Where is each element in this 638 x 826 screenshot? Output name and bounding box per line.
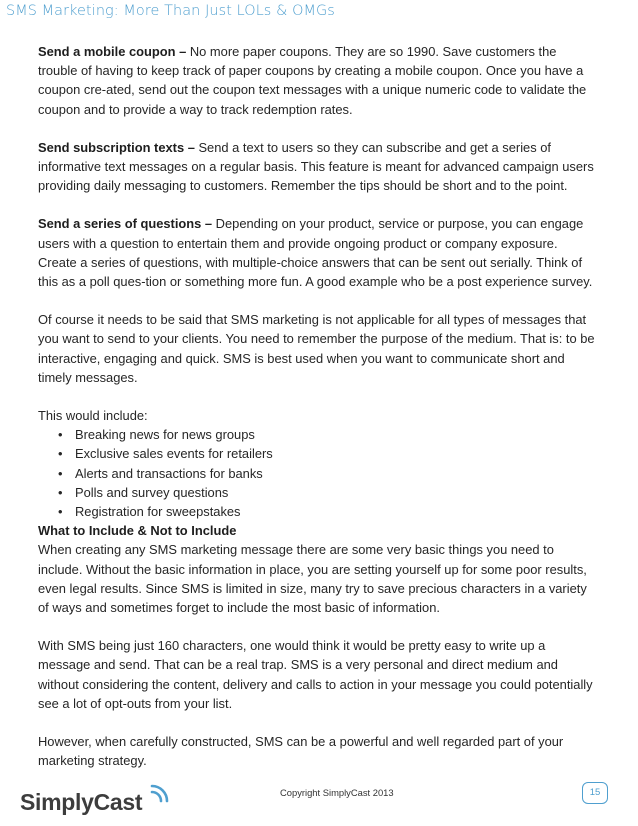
logo-text: SimplyCast (20, 789, 143, 815)
text-mobile-coupon: No more paper coupons. They are so 1990. Save customers the trouble of having to keep track of paper coupons by creating a mobile coupon. Once you have a coupon cre-ated, send out the coupon text messages with a unique numeric code to validate the coupon and to provide a way to track redemption rates. (38, 44, 587, 117)
paragraph-conclusion: However, when carefully constructed, SMS can be a powerful and well regarded part of your marketing strategy. (38, 734, 564, 769)
bullet-icon: • (58, 427, 63, 443)
paragraph-subscription-texts (38, 138, 598, 196)
list-item: • Registration for sweepstakes (58, 502, 598, 521)
list-item: • Polls and survey questions (58, 483, 598, 502)
paragraph-series-questions (38, 214, 598, 291)
list-item: • Exclusive sales events for retailers (58, 444, 598, 463)
text-series-questions: Depending on your product, service or purpose, you can engage users with a question to entertain them and provide ongoing product or company exposure. Create a series of questions, with multiple-choice answers that can be sent out serially. Think of this as a poll ques-tion or something more fun. A good example who be a post experience survey. (38, 216, 593, 290)
page-number-badge: 15 (582, 782, 608, 804)
paragraph-160-characters: With SMS being just 160 characters, one would think it would be pretty easy to write up a message and send. That can be a real trap. SMS is a very personal and direct medium and without considering the content, delivery and calls to action in your message you could potentially see a lot of opt-outs from your list. (38, 638, 593, 711)
bullet-icon: • (58, 484, 63, 500)
lead-mobile-coupon: Send a mobile coupon – (38, 44, 187, 59)
bullet-icon: • (58, 465, 63, 481)
paragraph-what-to-include: When creating any SMS marketing message there are some very basic things you need to include. Without the basic information in place, you are setting yourself up for some poor results, even legal results. Since SMS is limited in size, many try to save precious characters in a variety of ways and sometimes forget to include the most basic of information. (38, 542, 587, 616)
bullet-icon: • (58, 446, 63, 462)
paragraph-applicability: Of course it needs to be said that SMS marketing is not applicable for all types of messages that you want to send to your clients. You need to remember the purpose of the medium. That is: to be interactive, engaging and quick. SMS is best used when you want to communicate short and timely messages. (38, 312, 595, 385)
broadcast-signal-icon (150, 783, 172, 805)
page-header-title: SMS Marketing: More Than Just LOLs & OMGs (6, 3, 335, 19)
list-item: • Alerts and transactions for banks (58, 464, 598, 483)
list-item: • Breaking news for news groups (58, 425, 598, 444)
simplycast-logo (18, 781, 178, 817)
list-intro: This would include: (38, 408, 148, 424)
bullet-icon: • (58, 504, 63, 520)
copyright-text: Copyright SimplyCast 2013 (280, 787, 394, 798)
document-body (38, 42, 598, 790)
text-subscription-texts: Send a text to users so they can subscribe and get a series of informative text messages on a regular basis. This feature is meant for advanced campaign users providing daily messaging to customers. Remember the tips should be short and to the point. (38, 139, 594, 194)
lead-series-questions: Send a series of questions – (38, 216, 213, 232)
lead-subscription-texts: Send subscription texts – (38, 139, 195, 155)
bullet-list (38, 425, 598, 521)
paragraph-mobile-coupon (38, 42, 598, 119)
section-heading: What to Include & Not to Include (38, 523, 237, 539)
